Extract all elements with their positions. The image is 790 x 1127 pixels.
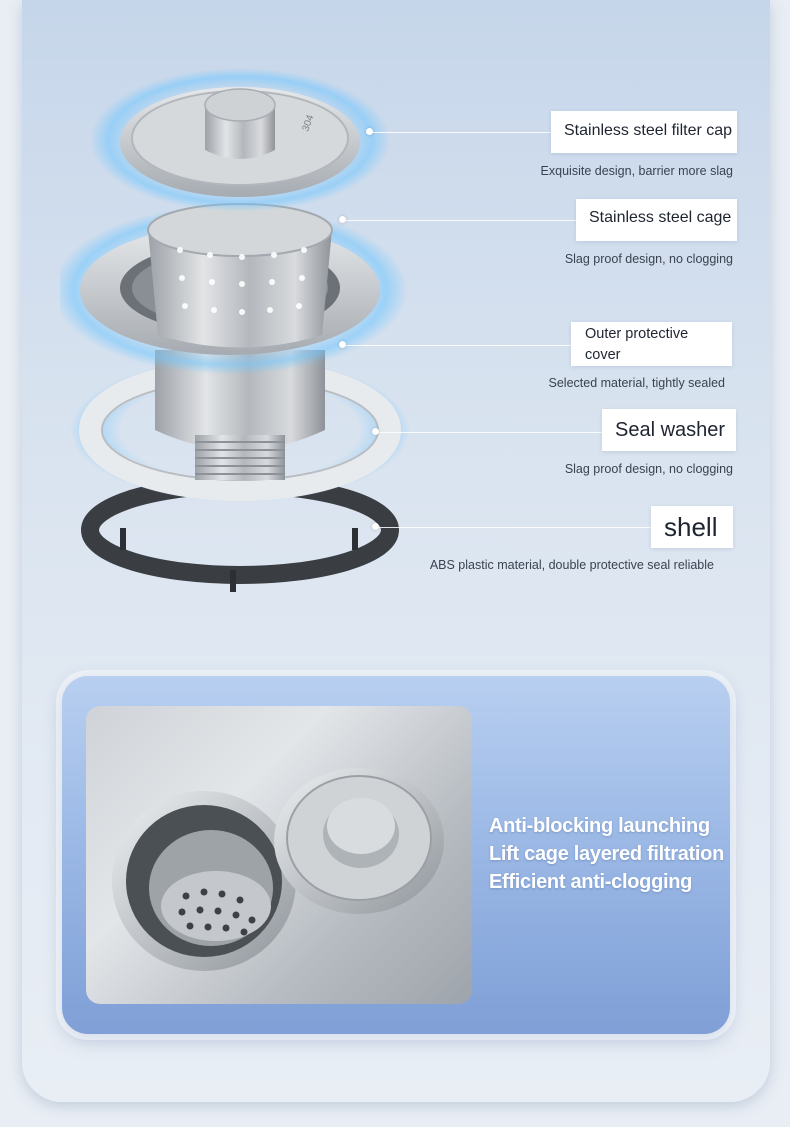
connector-dot xyxy=(372,523,379,530)
connector-dot xyxy=(339,341,346,348)
label-outer-cover-desc: Selected material, tightly sealed xyxy=(548,376,725,390)
connector-dot xyxy=(366,128,373,135)
installed-drain-photo xyxy=(86,706,472,1004)
label-seal-washer-desc: Slag proof design, no clogging xyxy=(564,462,733,476)
svg-text:304: 304 xyxy=(300,113,317,134)
label-seal-washer: Seal washer xyxy=(602,409,736,451)
connector-dot xyxy=(372,428,379,435)
label-filter-cap: Stainless steel filter cap xyxy=(551,111,737,153)
cage-part xyxy=(148,204,332,348)
connector-line xyxy=(378,432,604,433)
connector-line xyxy=(345,220,577,221)
connector-line xyxy=(372,132,552,133)
label-cage-desc: Slag proof design, no clogging xyxy=(564,252,733,266)
feature-list xyxy=(489,812,724,896)
label-filter-cap-desc: Exquisite design, barrier more slag xyxy=(540,164,733,178)
label-shell-desc: ABS plastic material, double protective seal reliable xyxy=(429,558,714,572)
feature-item: Efficient anti-clogging xyxy=(489,871,693,893)
label-outer-cover: Outer protective cover xyxy=(571,322,732,366)
label-cage: Stainless steel cage xyxy=(576,199,737,241)
exploded-drain-illustration xyxy=(60,50,420,610)
connector-line xyxy=(345,345,573,346)
connector-line xyxy=(378,527,652,528)
feature-item: Anti-blocking launching xyxy=(489,815,710,837)
feature-item: Lift cage layered filtration xyxy=(489,843,724,865)
connector-dot xyxy=(339,216,346,223)
filter-cap-part xyxy=(90,68,390,212)
label-shell: shell xyxy=(651,506,733,548)
